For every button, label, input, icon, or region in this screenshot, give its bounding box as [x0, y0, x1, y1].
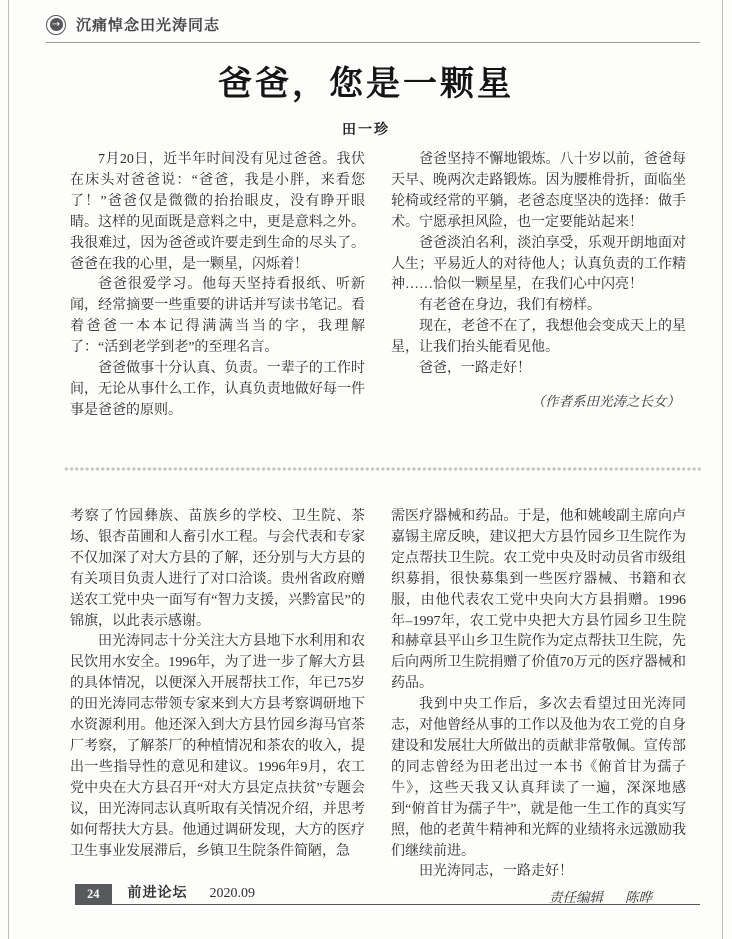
editor-name: 陈晔 — [625, 890, 652, 906]
tribute-right-column — [391, 507, 686, 906]
journal-name: 前进论坛 — [127, 886, 188, 901]
paragraph: 7月20日，近半年时间没有见过爸爸。我伏在床头对爸爸说：“爸爸，我是小胖，来看您了！”爸爸仅是微微的抬抬眼皮，没有睁开眼睛。这样的见面既是意料之中，更是意料之外。我很难过，因为爸爸或许要走到生命的尽头了。爸爸在我的心里，是一颗星，闪烁着！ — [70, 152, 365, 272]
paragraph: 考察了竹园彝族、苗族乡的学校、卫生院、茶场、银杏苗圃和人畜引水工程。与会代表和专家不仅加深了对大方县的了解，还分别与大方县的有关项目负责人进行了对口洽谈。贵州省政府赠送农工党中央一面写有“智力支援，兴黔富民”的锦旗，以此表示感谢。 — [70, 509, 365, 629]
tribute-section — [70, 507, 686, 906]
author-byline: （作者系田光涛之长女） — [531, 393, 680, 409]
paragraph: 需医疗器械和药品。于是，他和姚峻副主席向卢嘉锡主席反映，建议把大方县竹园乡卫生院作为定点帮扶卫生院。农工党中央及时动员省市级组织募捐，很快募集到一些医疗器械、书籍和衣服，由他代表农工党中央向大方县捐赠。1996年–1997年，农工党中央把大方县竹园乡卫生院和赫章县平山乡卫生院作为定点帮扶卫生院，先后向两所卫生院捐赠了价值70万元的医疗器械和药品。 — [391, 509, 686, 692]
memoir-right-paragraphs — [391, 150, 686, 380]
page-right-border — [722, 0, 723, 939]
paragraph: 有老爸在身边，我们有榜样。 — [419, 298, 601, 314]
tribute-left-column — [70, 507, 365, 906]
paragraph: 爸爸，一路走好！ — [419, 361, 531, 377]
page-footer — [75, 882, 700, 905]
memoir-right-column — [391, 150, 686, 422]
journal-issue: 2020.09 — [209, 886, 255, 901]
paragraph: 田光涛同志十分关注大方县地下水利用和农民饮用水安全。1996年，为了进一步了解大方县的具体情况，以便深入开展帮扶工作，年已75岁的田光涛同志带领专家来到大方县考察调研地下水资源利用。他还深入到大方县竹园乡海马官茶厂考察，了解茶厂的种植情况和茶农的收入，提出一些指导性的意见和建议。1996年9月，农工党中央在大方县召开“对大方县定点扶贫”专题会议，田光涛同志认真听取有关情况介绍，并思考如何帮扶大方县。他通过调研发现，大方的医疗卫生事业发展滞后，乡镇卫生院条件简陋，急 — [70, 634, 365, 859]
editor-label: 责任编辑 — [549, 890, 603, 906]
paragraph: 田光涛同志，一路走好！ — [419, 864, 573, 880]
paragraph: 现在，老爸不在了，我想他会变成天上的星星，让我们抬头能看见他。 — [391, 319, 686, 356]
title-block — [46, 56, 686, 139]
section-header-label: 沉痛悼念田光涛同志 — [76, 17, 221, 34]
paragraph: 爸爸淡泊名利，淡泊享受，乐观开朗地面对人生；平易近人的对待他人；认真负责的工作精神……恰似一颗星星，在我们心中闪亮！ — [391, 235, 686, 293]
article-title: 爸爸，您是一颗星 — [218, 65, 514, 103]
tribute-right-paragraphs — [391, 507, 686, 883]
arrow-glyph: → — [50, 18, 63, 31]
page-left-border — [8, 0, 9, 939]
memoir-section — [70, 150, 686, 422]
section-header — [46, 14, 700, 43]
paragraph: 爸爸坚持不懈地锻炼。八十岁以前，爸爸每天早、晚两次走路锻炼。因为腰椎骨折，面临坐轮椅或经常的平躺，老爸态度坚决的选择：做手术。宁愿承担风险，也一定要能站起来！ — [391, 152, 686, 230]
chain-divider — [64, 466, 702, 472]
paragraph: 我到中央工作后，多次去看望过田光涛同志，对他曾经从事的工作以及他为农工党的自身建设和发展壮大所做出的贡献非常敬佩。宣传部的同志曾经为田老出过一本书《俯首甘为孺子牛》，这些天我又认真拜读了一遍，深深地感到“俯首甘为孺子牛”，就是他一生工作的真实写照，他的老黄牛精神和光辉的业绩将永远激励我们继续前进。 — [391, 697, 686, 859]
arrow-circle-icon — [46, 15, 66, 35]
article-author: 田一珍 — [342, 121, 390, 137]
memoir-left-column — [70, 150, 365, 422]
paragraph: 爸爸很爱学习。他每天坚持看报纸、听新闻，经常摘要一些重要的讲话并写读书笔记。看着爸爸一本本记得满满当当的字，我理解了：“活到老学到老”的至理名言。 — [70, 277, 365, 356]
page-number-badge: 24 — [75, 884, 112, 904]
paragraph: 爸爸做事十分认真、负责。一辈子的工作时间，无论从事什么工作，认真负责地做好每一件事是爸爸的原则。 — [70, 361, 365, 418]
